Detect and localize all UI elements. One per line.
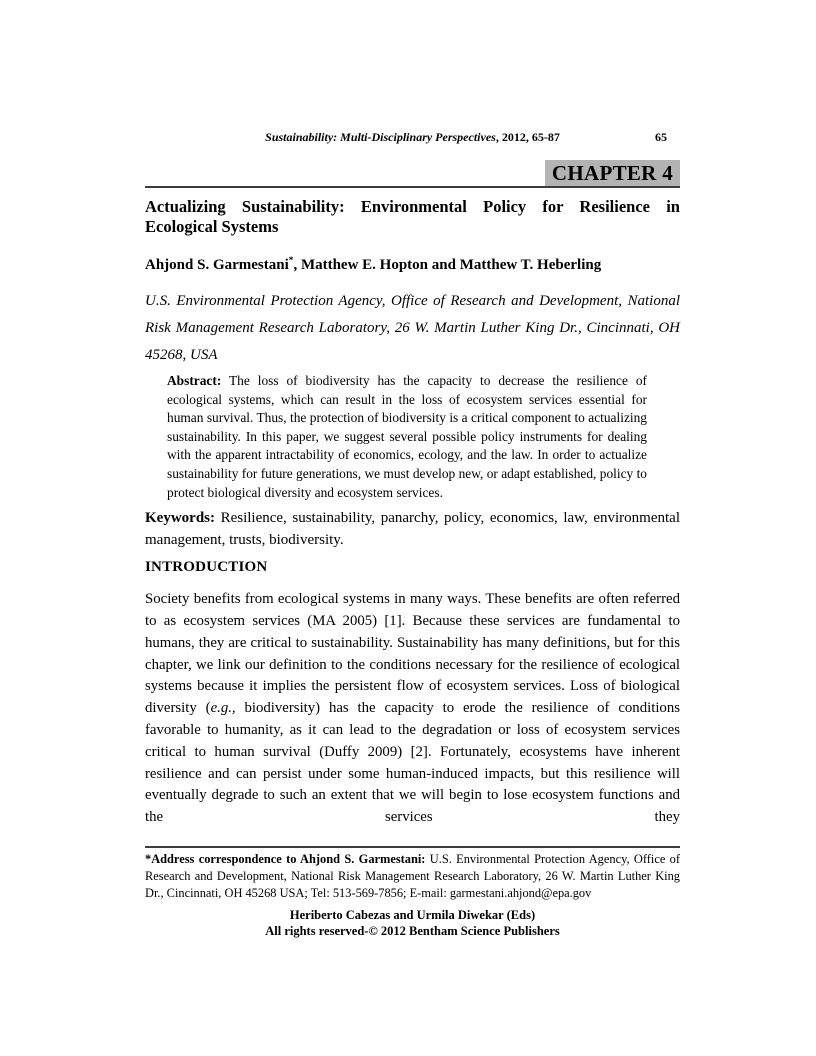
chapter-rule [145,160,680,188]
body-text-part2: biodiversity) has the capacity to erode the resilience of conditions favorable to humanity, as it can lead to the degradation or loss of ecosystem services critical to human survival (Duffy 2009) [2]. Fortunately, ecosystems have inherent resilience and can persist under some human-induced impacts, but this resilience will eventually degrade to such an extent that we will begin to lose ecosystem functions and the services they [145,700,680,826]
chapter-badge: CHAPTER 4 [545,160,680,186]
affiliation: U.S. Environmental Protection Agency, Office of Research and Development, National Risk Management Research Laboratory, 26 W. Martin Luther King Dr., Cincinnati, OH 45268, USA [145,293,680,363]
abstract-text: The loss of biodiversity has the capacity to decrease the resilience of ecological systems, which can result in the loss of ecosystem services essential for human survival. Thus, the protection of biodiversity is a critical component to actualizing sustainability. In this paper, we suggest several possible policy instruments for dealing with the apparent intractability of economics, ecology, and the law. In order to actualize sustainability for future generations, we must develop new, or adapt established, policy to protect biological diversity and ecosystem services. [167,373,648,500]
chapter-title-line1: Actualizing Sustainability: Environmental Policy for Resilience in [145,197,680,216]
page-footer [145,846,680,939]
abstract-label: Abstract: [167,373,222,388]
journal-title: Sustainability: Multi-Disciplinary Perspectives [265,130,496,144]
copyright-line: All rights reserved-© 2012 Bentham Science Publishers [265,923,560,938]
abstract [167,372,647,502]
page-number: 65 [655,130,667,144]
body-paragraph [145,589,680,829]
keywords-text: Resilience, sustainability, panarchy, policy, economics, law, environmental management, trusts, biodiversity. [145,510,680,549]
running-header [145,130,680,145]
body-text-part1: Society benefits from ecological systems in many ways. These benefits are often referred to as ecosystem services (MA 2005) [1]. Because these services are fundamental to humans, they are critical to sustainability. Sustainability has many definitions, but for this chapter, we link our definition to the conditions necessary for the resilience of ecological systems because it implies the persistent flow of ecosystem services. Loss of biological diversity ( [145,591,680,717]
footnote-text: U.S. Environmental Protection Agency, Office of Research and Development, National Risk Management Research Laboratory, 26 W. Martin Luther King Dr., Cincinnati, OH 45268 USA; Tel: 513-569-7856; E-mail: garmestani.ahjond@epa.gov [145,852,680,900]
citation-details: , 2012, 65-87 [495,130,560,144]
journal-citation [265,130,560,144]
publisher-credits [145,908,680,939]
editors-line: Heriberto Cabezas and Urmila Diwekar (Eds) [289,908,536,922]
chapter-title-line2: Ecological Systems [145,217,279,236]
section-heading-introduction: INTRODUCTION [145,559,268,576]
correspondence-footnote [145,851,680,902]
authors-line [145,255,680,275]
correspondence-asterisk: * [288,256,294,266]
keywords-label: Keywords: [145,510,215,527]
keywords [145,507,680,551]
footnote-label: *Address correspondence to Ahjond S. Garmestani: [145,852,426,866]
chapter-title [145,197,680,237]
author-names-rest: , Matthew E. Hopton and Matthew T. Heberling [293,257,602,273]
author-name: Ahjond S. Garmestani [145,257,289,273]
body-text-italic: e.g., [210,700,236,717]
page-content [145,0,680,829]
